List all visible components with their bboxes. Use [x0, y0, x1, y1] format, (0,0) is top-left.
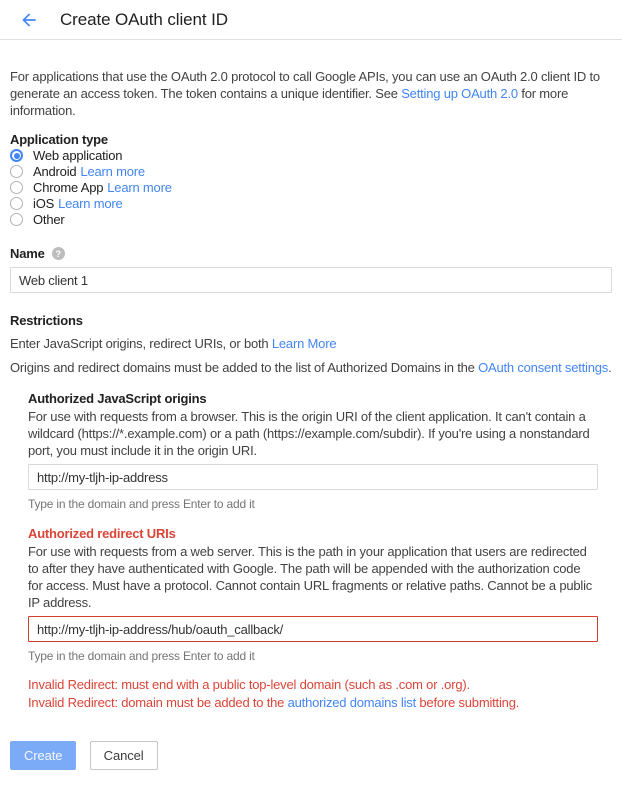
intro-paragraph: [10, 68, 610, 119]
radio-label-other: Other: [33, 212, 65, 227]
android-learn-more-link[interactable]: Learn more: [80, 164, 145, 179]
oauth-consent-settings-link[interactable]: OAuth consent settings: [478, 360, 609, 375]
error-message-domain-text-before: Invalid Redirect: domain must be added to the: [28, 695, 288, 710]
redirect-uris-input[interactable]: [28, 616, 598, 642]
error-message-tld: [28, 676, 598, 694]
js-origins-heading: Authorized JavaScript origins: [28, 391, 207, 406]
setting-up-oauth-link[interactable]: Setting up OAuth 2.0: [401, 86, 518, 101]
intro-text-after: for more information.: [10, 86, 569, 118]
radio-unselected-icon[interactable]: [10, 197, 23, 210]
help-icon[interactable]: ?: [52, 247, 65, 260]
redirect-uris-hint: Type in the domain and press Enter to add it: [28, 649, 255, 663]
js-origins-description: For use with requests from a browser. This is the origin URI of the client application. It can't contain a wildcard (https://*.example.com) or a path (https://example.com/subdir). If you're using a nonstandard port, you must include it in the origin URI.: [28, 409, 590, 458]
radio-unselected-icon[interactable]: [10, 165, 23, 178]
radio-unselected-icon[interactable]: [10, 213, 23, 226]
radio-label-chrome-app: Chrome App: [33, 180, 104, 195]
radio-label-web-application: Web application: [33, 148, 123, 163]
radio-label-ios: iOS: [33, 196, 55, 211]
radio-selected-icon[interactable]: [10, 149, 23, 162]
cancel-button[interactable]: Cancel: [90, 741, 158, 770]
name-label: Name: [10, 246, 45, 261]
js-origins-hint: Type in the domain and press Enter to add it: [28, 497, 255, 511]
back-arrow-icon[interactable]: [18, 9, 40, 31]
redirect-uris-subsection: [28, 526, 598, 712]
restrictions-section: [10, 313, 612, 712]
name-input[interactable]: [10, 267, 612, 293]
radio-unselected-icon[interactable]: [10, 181, 23, 194]
page-header: [0, 0, 622, 40]
application-type-section: [10, 132, 612, 227]
page-title: Create OAuth client ID: [60, 9, 228, 29]
radio-label-android: Android: [33, 164, 77, 179]
radio-option-other[interactable]: [10, 212, 612, 227]
form-actions: [10, 741, 612, 770]
restrictions-learn-more-link[interactable]: Learn More: [271, 336, 337, 351]
error-message-domain-text-after: before submitting.: [415, 695, 520, 710]
authorized-domains-list-link[interactable]: authorized domains list: [287, 695, 416, 710]
ios-learn-more-link[interactable]: Learn more: [58, 196, 123, 211]
radio-option-chrome-app[interactable]: [10, 180, 612, 195]
application-type-label: Application type: [10, 132, 108, 147]
radio-option-ios[interactable]: [10, 196, 612, 211]
main-content: [0, 68, 622, 786]
restrictions-line-2: [10, 360, 612, 376]
restrictions-line-1-text: Enter JavaScript origins, redirect URIs, or both: [10, 336, 272, 351]
redirect-uris-description: For use with requests from a web server. This is the path in your application that users are redirected to after they have authenticated with Google. The path will be appended with the authorization code for access. Must have a protocol. Cannot contain URL fragments or relative paths. Cannot be a public IP address.: [28, 544, 593, 610]
restrictions-line-2-text: Origins and redirect domains must be added to the list of Authorized Domains in the: [10, 360, 479, 375]
js-origins-input[interactable]: [28, 464, 598, 490]
js-origins-subsection: [28, 391, 598, 511]
name-section: [10, 246, 612, 293]
chrome-app-learn-more-link[interactable]: Learn more: [107, 180, 172, 195]
restrictions-line-2-after: .: [608, 360, 612, 375]
radio-option-web-application[interactable]: [10, 148, 612, 163]
redirect-uris-heading: Authorized redirect URIs: [28, 526, 176, 541]
restrictions-heading: Restrictions: [10, 313, 83, 328]
error-message-domain: [28, 694, 598, 712]
restrictions-line-1: [10, 336, 612, 352]
create-button[interactable]: Create: [10, 741, 76, 770]
name-label-row: [10, 246, 612, 261]
radio-option-android[interactable]: [10, 164, 612, 179]
error-message-tld-text: Invalid Redirect: must end with a public top-level domain (such as .com or .org).: [28, 677, 470, 692]
intro-text-before: For applications that use the OAuth 2.0 protocol to call Google APIs, you can use an OAuth 2.0 client ID to generate an access token. The token contains a unique identifier. See: [10, 69, 600, 101]
